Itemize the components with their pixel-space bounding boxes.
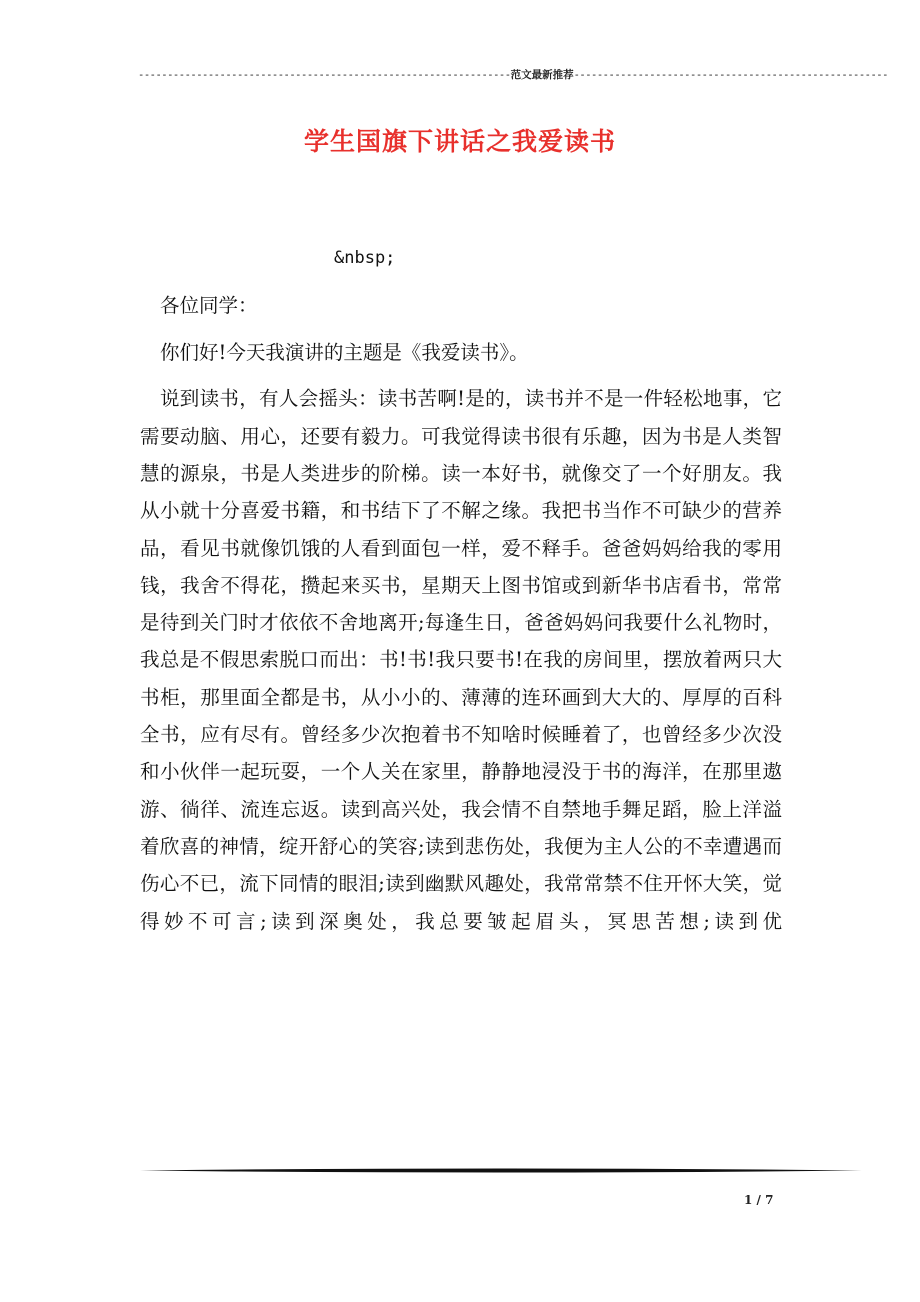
document-title: 学生国旗下讲话之我爱读书 <box>303 127 616 156</box>
nbsp-line: &nbsp; <box>334 248 396 268</box>
intro-paragraph: 你们好!今天我演讲的主题是《我爱读书》。 <box>160 340 529 364</box>
footer-rule <box>140 1168 862 1173</box>
greeting-paragraph: 各位同学： <box>160 293 258 317</box>
main-paragraph: 说到读书，有人会摇头：读书苦啊!是的，读书并不是一件轻松地事，它需要动脑、用心，还要有毅力。可我觉得读书很有乐趣，因为书是人类智慧的源泉，书是人类进步的阶梯。读一本好书，就像交了一个好朋友。我从小就十分喜爱书籍，和书结下了不解之缘。我把书当作不可缺少的营养品，看见书就像饥饿的人看到面包一样，爱不释手。爸爸妈妈给我的零用钱，我舍不得花，攒起来买书，星期天上图书馆或到新华书店看书，常常是待到关门时才依依不舍地离开;每逢生日，爸爸妈妈问我要什么礼物时，我总是不假思索脱口而出：书!书!我只要书!在我的房间里，摆放着两只大书柜，那里面全都是书，从小小的、薄薄的连环画到大大的、厚厚的百科全书，应有尽有。曾经多少次抱着书不知啥时候睡着了，也曾经多少次没和小伙伴一起玩耍，一个人关在家里，静静地浸没于书的海洋，在那里遨游、徜徉、流连忘返。读到高兴处，我会情不自禁地手舞足蹈，脸上洋溢着欣喜的神情，绽开舒心的笑容;读到悲伤处，我便为主人公的不幸遭遇而伤心不已，流下同情的眼泪;读到幽默风趣处，我常常禁不住开怀大笑，觉得妙不可言;读到深奥处，我总要皱起眉头，冥思苦想;读到优 <box>140 387 782 933</box>
page-number: 1 / 7 <box>744 1193 774 1207</box>
header-label: 范文最新推荐 <box>510 69 574 81</box>
document-body <box>140 240 782 1125</box>
page-header <box>138 68 888 82</box>
header-dashes-left: ---------------------------------------------------------------- <box>138 69 511 81</box>
header-dashes-right: ------------------------------------------------------ <box>573 69 888 81</box>
